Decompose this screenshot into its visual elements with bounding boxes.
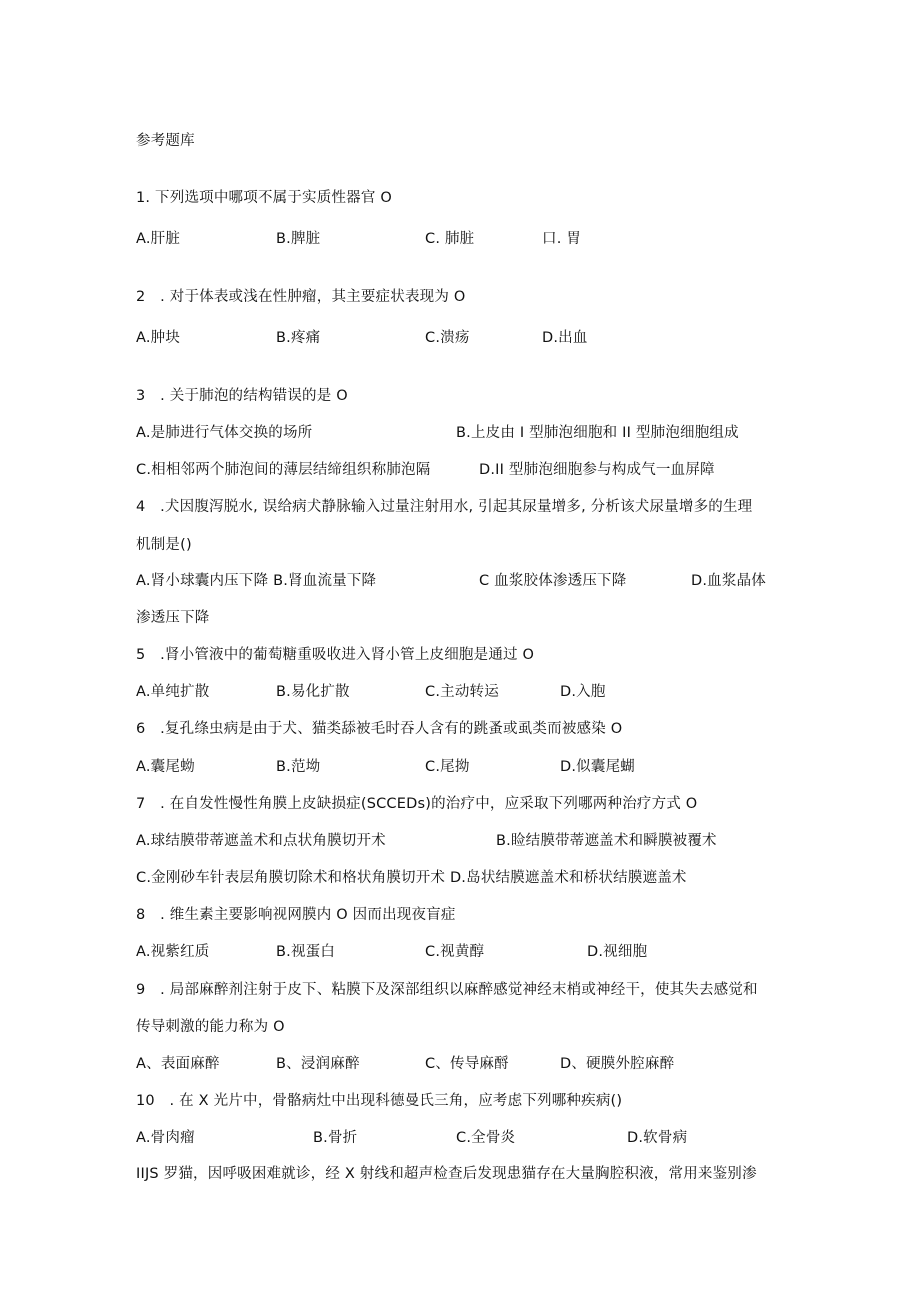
question-6-option-d: D.似囊尾蝴 xyxy=(560,759,635,775)
question-7-options-row-2: C.金刚砂车针表层角膜切除术和格状角膜切开术 D.岛状结膜遮盖术和桥状结膜遮盖术 xyxy=(136,870,687,886)
question-2-option-d: D.出血 xyxy=(542,330,588,346)
question-7-option-b: B.睑结膜带蒂遮盖术和瞬膜被覆术 xyxy=(496,833,717,849)
page-title: 参考题库 xyxy=(136,133,195,149)
question-5-stem: 5 .肾小管液中的葡萄糖重吸收进入肾小管上皮细胞是通过 O xyxy=(136,647,535,663)
question-1-option-b: B.脾脏 xyxy=(276,231,321,247)
question-9-option-a: A、表面麻醉 xyxy=(136,1056,220,1072)
question-5-option-c: C.主动转运 xyxy=(425,684,499,700)
question-10-option-c: C.全骨炎 xyxy=(456,1130,516,1146)
question-6-stem: 6 .复孔绦虫病是由于犬、猫类舔被毛时吞人含有的跳蚤或虱类而被感染 O xyxy=(136,721,623,737)
question-4-stem-line-1: 4 .犬因腹泻脱水, 误给病犬静脉输入过量注射用水, 引起其尿量增多, 分析该犬尿量增多的生理 xyxy=(136,499,753,515)
question-7-stem: 7 . 在自发性慢性角膜上皮缺损症(SCCEDs)的治疗中，应采取下列哪两种治疗方式 O xyxy=(136,796,698,812)
question-1-stem: 1. 下列选项中哪项不属于实质性器官 O xyxy=(136,190,392,206)
question-3-option-b: B.上皮由 I 型肺泡细胞和 II 型肺泡细胞组成 xyxy=(456,425,739,441)
question-8-option-c: C.视黄醇 xyxy=(425,944,485,960)
question-10-stem: 10 . 在 X 光片中，骨骼病灶中出现科德曼氏三角，应考虑下列哪种疾病() xyxy=(136,1093,623,1109)
question-11-stem: IIJS 罗猫，因呼吸困难就诊，经 X 射线和超声检查后发现患猫存在大量胸腔积液，常用来鉴别渗 xyxy=(136,1166,757,1182)
question-3-stem: 3 . 关于肺泡的结构错误的是 O xyxy=(136,388,348,404)
question-5-option-b: B.易化扩散 xyxy=(276,684,350,700)
question-10-option-b: B.骨折 xyxy=(313,1130,358,1146)
question-9-option-b: B、浸润麻醉 xyxy=(276,1056,360,1072)
question-9-option-c: C、传导麻酹 xyxy=(425,1056,509,1072)
question-8-option-d: D.视细胞 xyxy=(587,944,648,960)
question-2-option-a: A.肿块 xyxy=(136,330,181,346)
question-7-option-a: A.球结膜带蒂遮盖术和点状角膜切开术 xyxy=(136,833,386,849)
question-4-option-d-continued: 渗透压下降 xyxy=(136,610,210,626)
question-1-option-c: C. 肺脏 xyxy=(425,231,475,247)
question-10-option-d: D.软骨病 xyxy=(627,1130,688,1146)
question-4-option-c: C 血浆胶体渗透压下降 xyxy=(479,573,627,589)
question-3-option-c: C.相相邻两个肺泡间的薄层结缔组织称肺泡隔 xyxy=(136,462,431,478)
question-3-option-a: A.是肺进行气体交换的场所 xyxy=(136,425,313,441)
question-6-option-b: B.范坳 xyxy=(276,759,321,775)
question-4-option-a-b: A.肾小球囊内压下降 B.肾血流量下降 xyxy=(136,573,377,589)
question-9-stem-line-1: 9 . 局部麻醉剂注射于皮下、粘膜下及深部组织以麻醉感觉神经末梢或神经干，使其失去感觉和 xyxy=(136,982,758,998)
question-9-option-d: D、硬膜外腔麻醉 xyxy=(560,1056,675,1072)
question-2-option-b: B.疼痛 xyxy=(276,330,321,346)
question-1-option-d: 口. 胃 xyxy=(542,231,582,247)
question-5-option-d: D.入胞 xyxy=(560,684,606,700)
question-8-stem: 8 . 维生素主要影响视网膜内 O 因而出现夜盲症 xyxy=(136,907,456,923)
question-10-option-a: A.骨肉瘤 xyxy=(136,1130,195,1146)
question-6-option-c: C.尾拗 xyxy=(425,759,470,775)
question-2-option-c: C.溃疡 xyxy=(425,330,470,346)
question-6-option-a: A.囊尾蚴 xyxy=(136,759,195,775)
question-9-stem-line-2: 传导刺激的能力称为 O xyxy=(136,1019,285,1035)
question-2-stem: 2 . 对于体表或浅在性肿瘤，其主要症状表现为 O xyxy=(136,289,466,305)
question-8-option-a: A.视紫红质 xyxy=(136,944,210,960)
question-5-option-a: A.单纯扩散 xyxy=(136,684,210,700)
question-4-option-d: D.血浆晶体 xyxy=(691,573,766,589)
question-8-option-b: B.视蛋白 xyxy=(276,944,336,960)
question-3-option-d: D.II 型肺泡细胞参与构成气一血屏障 xyxy=(479,462,715,478)
question-4-stem-line-2: 机制是() xyxy=(136,537,192,553)
question-1-option-a: A.肝脏 xyxy=(136,231,181,247)
